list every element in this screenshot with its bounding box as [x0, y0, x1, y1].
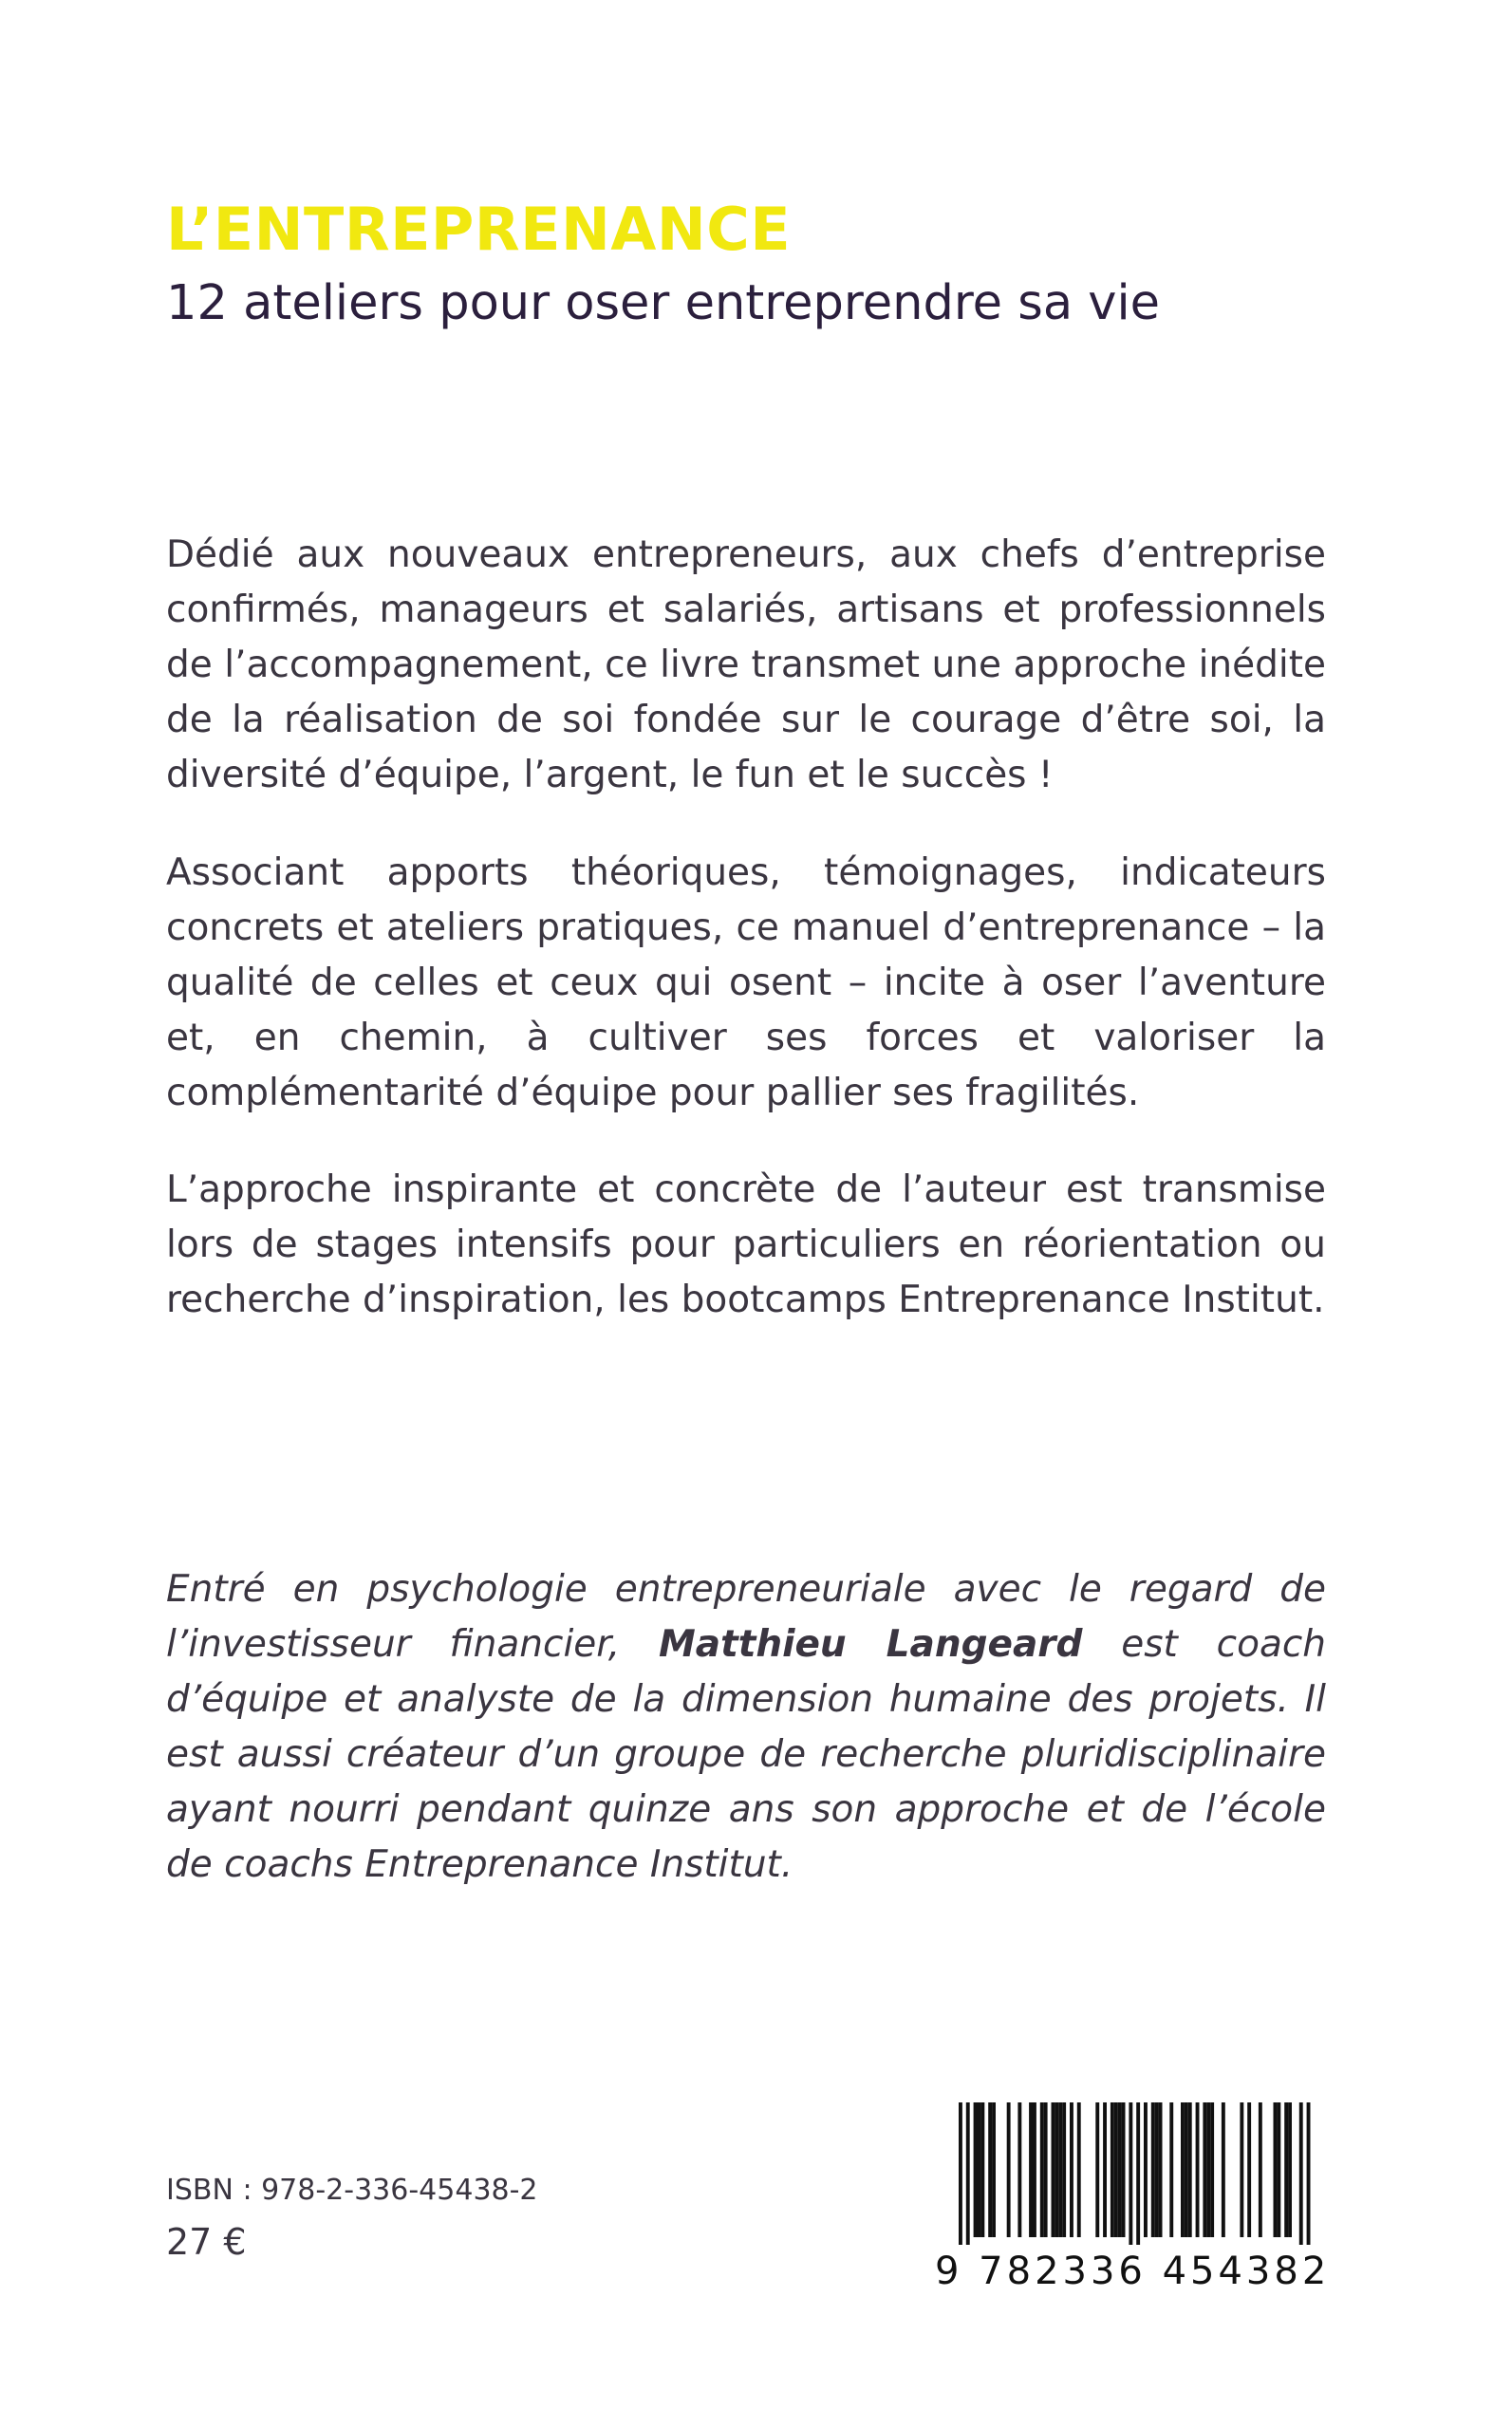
isbn-label: ISBN : 978-2-336-45438-2	[166, 2174, 538, 2207]
barcode-digits: 9 782336 454382	[935, 2250, 1331, 2293]
barcode-bar	[1044, 2102, 1048, 2237]
barcode-bar	[1247, 2102, 1251, 2237]
author-bio-intro: Entré en psychologie entrepreneuriale avec le regard de l’investisseur financier,	[166, 1568, 1326, 1666]
barcode-bar	[1103, 2102, 1107, 2237]
barcode-bar	[1055, 2102, 1058, 2237]
barcode-bar	[1185, 2102, 1188, 2237]
barcode-bar	[1159, 2102, 1163, 2237]
barcode-bar	[1299, 2102, 1303, 2245]
barcode-bar	[1169, 2102, 1173, 2237]
barcode-bar	[1274, 2102, 1278, 2237]
barcode-bar	[1203, 2102, 1206, 2237]
barcode-bar	[1017, 2102, 1021, 2237]
barcode-bar	[1277, 2102, 1280, 2237]
description-paragraph-3: L’approche inspirante et concrète de l’auteur est transmise lors de stages intensifs pour particuliers en réorientation ou recherche d’inspiration, les bootcamps Entreprenance Institut.	[166, 1168, 1326, 1321]
barcode-bar	[992, 2102, 996, 2237]
barcode-bars	[935, 2102, 1329, 2245]
barcode-bar	[1259, 2102, 1262, 2237]
barcode-bar	[1210, 2102, 1214, 2237]
barcode-bar	[978, 2102, 981, 2237]
author-name: Matthieu Langeard	[658, 1623, 1083, 1666]
price-label: 27 €	[166, 2221, 247, 2263]
barcode-bar	[1288, 2102, 1292, 2237]
barcode-bar	[1007, 2102, 1011, 2237]
barcode-bar	[1111, 2102, 1114, 2237]
barcode-bar	[1062, 2102, 1066, 2237]
book-subtitle: 12 ateliers pour oser entreprendre sa vie	[166, 275, 1161, 331]
barcode-bar	[1070, 2102, 1073, 2237]
barcode-bar	[1033, 2102, 1036, 2237]
barcode-bar	[1077, 2102, 1081, 2237]
barcode-bar	[1181, 2102, 1185, 2237]
book-title: L’ENTREPRENANCE	[166, 195, 792, 264]
barcode-bar	[1206, 2102, 1210, 2237]
barcode-bar	[1188, 2102, 1192, 2237]
barcode-bar	[1122, 2102, 1126, 2237]
barcode-bar	[1144, 2102, 1148, 2237]
author-bio-rest: est coach d’équipe et analyste de la dimension humaine des projets. Il est aussi créateur d’un groupe de recherche pluridisciplinaire ayant nourri pendant quinze ans son approche et de l’école de coachs Entreprenance Institut.	[166, 1623, 1327, 1886]
barcode-bar	[974, 2102, 978, 2237]
description-paragraph-1: Dédié aux nouveaux entrepreneurs, aux chefs d’entreprise confirmés, manageurs et salariés, artisans et professionnels de l’accompagnement, ce livre transmet une approche inédite de la réalisation de soi fondée sur le courage d’être soi, la diversité d’équipe, l’argent, le fun et le succès !	[166, 533, 1326, 796]
barcode-bar	[1029, 2102, 1033, 2237]
barcode-bar	[1284, 2102, 1288, 2237]
barcode-bar	[966, 2102, 970, 2245]
barcode-bar	[1095, 2102, 1099, 2237]
barcode-bar	[1240, 2102, 1243, 2237]
barcode-bar	[1307, 2102, 1311, 2245]
barcode-bar	[980, 2102, 984, 2237]
barcode-bar	[988, 2102, 992, 2237]
barcode-bar	[1058, 2102, 1062, 2237]
barcode-bar	[1151, 2102, 1155, 2237]
author-bio	[166, 1562, 1326, 1893]
barcode-bar	[1114, 2102, 1118, 2237]
barcode-bar	[1118, 2102, 1122, 2237]
description-paragraph-2: Associant apports théoriques, témoignages, indicateurs concrets et ateliers pratiques, ce manuel d’entreprenance – la qualité de celles et ceux qui osent – incite à oser l’aventure et, en chemin, à cultiver ses forces et valoriser la complémentarité d’équipe pour pallier ses fragilités.	[166, 851, 1326, 1114]
barcode-bar	[1040, 2102, 1044, 2237]
barcode-bar	[1129, 2102, 1132, 2245]
barcode-bar	[1155, 2102, 1159, 2237]
barcode-bar	[1052, 2102, 1055, 2237]
barcode-bar	[1196, 2102, 1200, 2237]
barcode-bar	[1222, 2102, 1225, 2237]
barcode-bar	[1136, 2102, 1140, 2245]
barcode-bar	[959, 2102, 962, 2245]
